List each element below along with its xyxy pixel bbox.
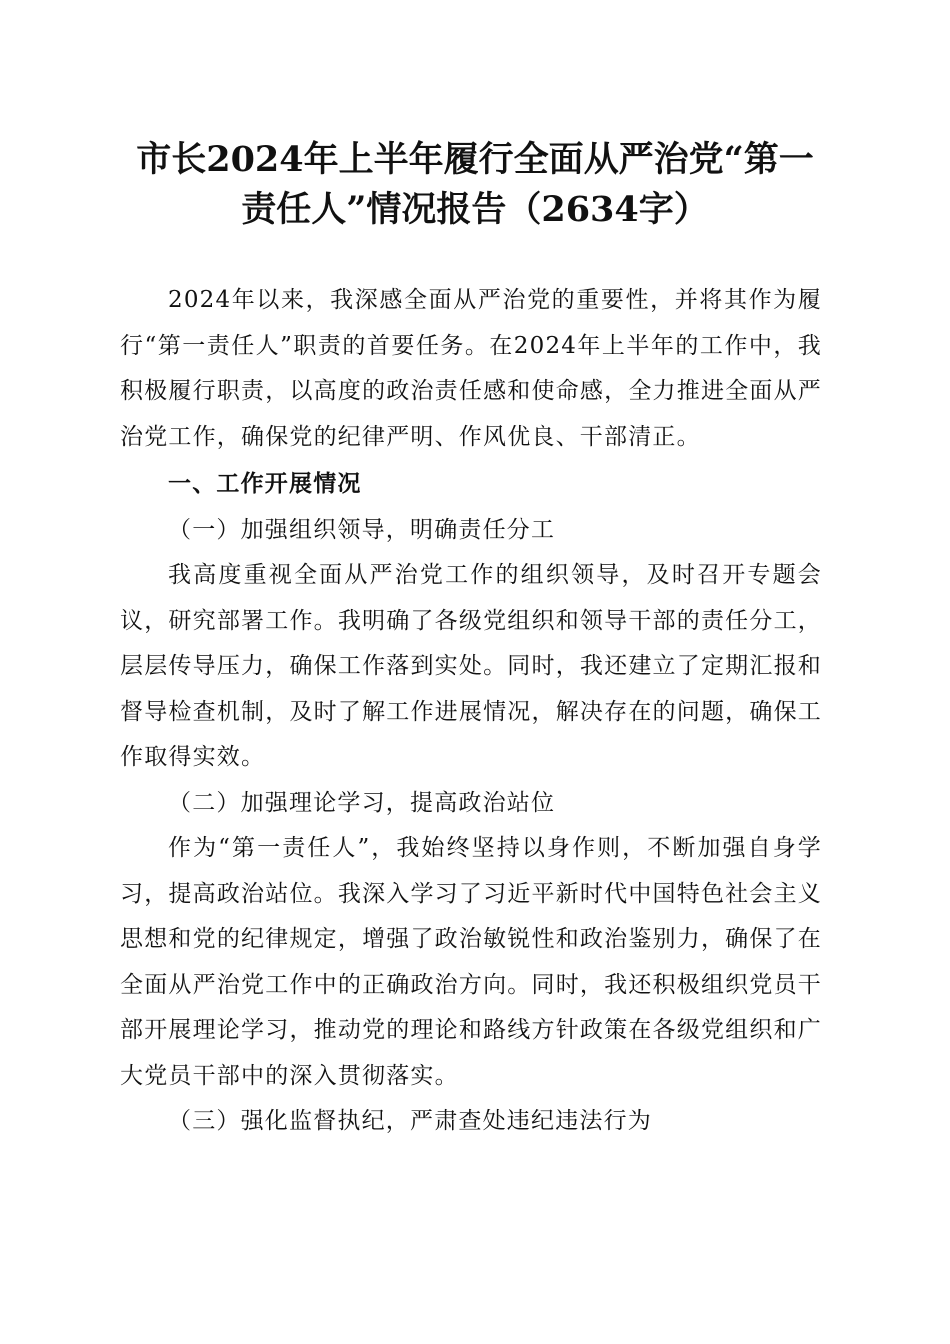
- section-heading-1: 一、工作开展情况: [168, 471, 362, 497]
- title-line-2: 责任人”情况报告（2634字）: [241, 189, 709, 230]
- subsection-heading-2: （二）加强理论学习，提高政治站位: [168, 789, 556, 816]
- title-line-1: 市长2024年上半年履行全面从严治党“第一: [136, 139, 814, 180]
- intro-paragraph: 2024年以来，我深感全面从严治党的重要性，并将其作为履行“第一责任人”职责的首要任务。在2024年上半年的工作中，我积极履行职责，以高度的政治责任感和使命感，全力推进全面从严治党工作，确保党的纪律严明、作风优良、干部清正。: [120, 287, 822, 450]
- subsection-paragraph-1: 我高度重视全面从严治党工作的组织领导，及时召开专题会议，研究部署工作。我明确了各级党组织和领导干部的责任分工，层层传导压力，确保工作落到实处。同时，我还建立了定期汇报和督导检查机制，及时了解工作进展情况，解决存在的问题，确保工作取得实效。: [120, 562, 822, 770]
- document-title: [100, 135, 850, 235]
- subsection-heading-3: （三）强化监督执纪，严肃查处违纪违法行为: [168, 1108, 652, 1134]
- subsection-heading-1: （一）加强组织领导，明确责任分工: [168, 516, 556, 543]
- document-body: [120, 278, 822, 1145]
- subsection-paragraph-2: 作为“第一责任人”，我始终坚持以身作则，不断加强自身学习，提高政治站位。我深入学习了习近平新时代中国特色社会主义思想和党的纪律规定，增强了政治敏锐性和政治鉴别力，确保了在全面从严治党工作中的正确政治方向。同时，我还积极组织党员干部开展理论学习，推动党的理论和路线方针政策在各级党组织和广大党员干部中的深入贯彻落实。: [120, 835, 822, 1089]
